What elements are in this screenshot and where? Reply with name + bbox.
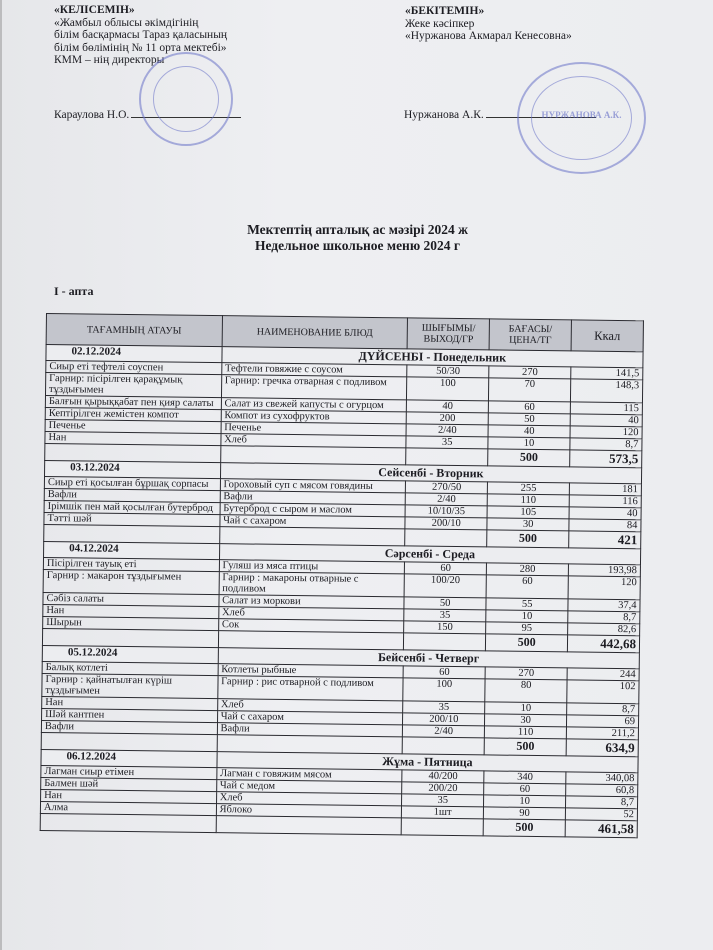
dish-name-kz: Нан: [45, 431, 221, 445]
menu-table: [40, 313, 644, 838]
dish-yield: 100: [403, 678, 485, 702]
dish-kcal: 40: [570, 414, 642, 427]
dish-name-kz: Балғын қырыққабат пен қияр салаты: [45, 395, 221, 409]
agreed-line: білім басқармасы Тараз қаласының: [54, 29, 228, 42]
dish-name-kz: Нан: [42, 696, 218, 710]
dish-kcal: 8,7: [570, 438, 642, 451]
dish-kcal: 102: [567, 680, 639, 704]
dish-price: 30: [487, 518, 569, 531]
title-kz: Мектептің апталық ас мәзірі 2024 ж: [247, 222, 468, 237]
dish-yield: 2/40: [405, 493, 487, 506]
dish-price: 105: [487, 506, 569, 519]
total-price: 500: [484, 738, 566, 756]
stamp-text: НУРЖАНОВА А.К.: [541, 110, 622, 120]
dish-yield: 50/30: [407, 365, 489, 378]
dish-kcal: 340,08: [566, 772, 638, 785]
dish-kcal: 82,6: [568, 623, 640, 636]
dish-price: 280: [487, 563, 569, 576]
total-kcal: 573,5: [570, 450, 642, 468]
dish-kcal: 120: [568, 576, 640, 600]
dish-price: 55: [486, 598, 568, 611]
dish-name-kz: Сәбіз салаты: [43, 592, 219, 606]
total-empty: [401, 818, 483, 836]
dish-kcal: 115: [570, 402, 642, 415]
dish-yield: 60: [405, 562, 487, 575]
dish-yield: 2/40: [403, 725, 485, 738]
dish-yield: 35: [403, 701, 485, 714]
total-empty: [216, 816, 402, 835]
dish-yield: 150: [404, 621, 486, 634]
dish-name-ru: Хлеб: [216, 792, 402, 806]
dish-name-kz: Гарнир: пісірілген қарақұмық тұздығымен: [45, 373, 221, 398]
dish-kcal: 120: [570, 426, 642, 439]
dish-name-ru: Чай с сахаром: [217, 711, 403, 725]
dish-kcal: 52: [565, 808, 637, 821]
dish-name-ru: Гороховый суп с мясом говядины: [220, 479, 406, 493]
col-price: БАҒАСЫ/ ЦЕНА/ТГ: [489, 319, 571, 351]
dish-name-ru: Гарнир: гречка отварная с подливом: [221, 375, 407, 400]
dish-kcal: 116: [569, 495, 641, 508]
dish-kcal: 40: [569, 507, 641, 520]
day-date: 06.12.2024: [41, 749, 217, 767]
col-name-kz: ТАҒАМНЫҢ АТАУЫ: [46, 314, 222, 347]
total-price: 500: [486, 634, 568, 652]
dish-yield: 40/200: [402, 770, 484, 783]
dish-name-kz: Алма: [40, 801, 216, 815]
dish-kcal: 148,3: [571, 379, 643, 403]
agreed-line: КММ – нің директоры: [54, 54, 165, 67]
dish-name-kz: Нан: [41, 789, 217, 803]
day-date: 03.12.2024: [45, 460, 221, 478]
dish-yield: 35: [404, 609, 486, 622]
approved-signer: Нуржанова А.К.: [404, 109, 484, 121]
dish-name-kz: Ірімшік пен май қосылған бутерброд: [44, 500, 220, 514]
dish-price: 50: [488, 413, 570, 426]
day-name: Жұма - Пятница: [217, 752, 639, 773]
day-date: 04.12.2024: [44, 541, 220, 559]
dish-yield: 2/40: [406, 424, 488, 437]
dish-yield: 100: [407, 377, 489, 401]
dish-name-ru: Бутерброд с сыром и маслом: [220, 503, 406, 517]
dish-name-kz: Пісірілген тауық еті: [43, 557, 219, 571]
dish-price: 80: [485, 679, 567, 703]
dish-name-ru: Хлеб: [218, 607, 404, 621]
dish-price: 340: [484, 771, 566, 784]
dish-price: 10: [485, 702, 567, 715]
total-empty: [402, 737, 484, 755]
dish-price: 270: [489, 366, 571, 379]
menu-body: [40, 345, 643, 838]
approved-line: Жеке кәсіпкер: [405, 17, 475, 30]
dish-price: 40: [488, 425, 570, 438]
total-kcal: 442,68: [567, 635, 639, 653]
dish-name-ru: Гарнир : рис отварной с подливом: [217, 676, 403, 701]
dish-name-kz: Шырын: [43, 616, 219, 630]
dish-yield: 35: [406, 436, 488, 449]
total-empty: [42, 628, 218, 647]
dish-name-kz: Сиыр еті қосылған бұршақ сорпасы: [44, 476, 220, 490]
total-empty: [40, 813, 216, 832]
dish-name-ru: Тефтели говяжие с соусом: [221, 363, 407, 377]
dish-name-kz: Нан: [43, 604, 219, 618]
dish-name-kz: Вафли: [44, 488, 220, 502]
dish-kcal: 8,7: [566, 796, 638, 809]
dish-kcal: 211,2: [566, 727, 638, 740]
dish-kcal: 8,7: [567, 703, 639, 716]
col-name-ru: НАИМЕНОВАНИЕ БЛЮД: [222, 316, 408, 349]
dish-name-kz: Печенье: [45, 419, 221, 433]
dish-price: 255: [488, 482, 570, 495]
dish-yield: 200/10: [405, 517, 487, 530]
dish-name-kz: Тәтті шәй: [44, 512, 220, 526]
dish-name-ru: Вафли: [220, 491, 406, 505]
dish-yield: 200/10: [403, 713, 485, 726]
dish-yield: 270/50: [406, 481, 488, 494]
school-seal-icon: [139, 52, 233, 146]
dish-name-ru: Хлеб: [221, 434, 407, 448]
col-yield: ШЫҒЫМЫ/ ВЫХОД/ГР: [407, 318, 489, 350]
dish-price: 10: [484, 795, 566, 808]
day-date: 05.12.2024: [42, 645, 218, 663]
dish-price: 60: [489, 401, 571, 414]
agreed-line: «Жамбыл облысы әкімдігінің: [54, 16, 199, 29]
dish-yield: 35: [402, 794, 484, 807]
dish-kcal: 84: [569, 519, 641, 532]
dish-price: 60: [486, 575, 568, 599]
dish-name-kz: Шәй кантпен: [42, 708, 218, 722]
dish-name-ru: Яблоко: [216, 804, 402, 818]
day-date: 02.12.2024: [46, 345, 222, 363]
dish-yield: 50: [404, 597, 486, 610]
day-name: ДҮЙСЕНБІ - Понедельник: [222, 347, 644, 368]
dish-name-ru: Гуляш из мяса птицы: [219, 560, 405, 574]
dish-name-ru: Лагман с говяжим мясом: [216, 768, 402, 782]
total-kcal: 634,9: [566, 739, 638, 757]
approved-line: «Нуржанова Акмарал Кенесовна»: [405, 30, 572, 43]
dish-name-kz: Вафли: [41, 720, 217, 734]
total-empty: [406, 448, 488, 466]
dish-kcal: 37,4: [568, 599, 640, 612]
dish-name-ru: Чай с медом: [216, 780, 402, 794]
dish-name-kz: Гарнир : қайнатылған күріш тұздығымен: [42, 673, 218, 698]
total-empty: [45, 443, 221, 462]
dish-kcal: 8,7: [568, 611, 640, 624]
dish-kcal: 69: [567, 715, 639, 728]
title-ru: Недельное школьное меню 2024 г: [254, 238, 461, 253]
dish-price: 10: [486, 610, 568, 623]
dish-kcal: 141,5: [571, 367, 643, 380]
total-price: 500: [483, 819, 565, 837]
dish-yield: 1шт: [402, 806, 484, 819]
day-name: Сейсенбі - Вторник: [220, 463, 642, 484]
dish-price: 110: [487, 494, 569, 507]
dish-name-ru: Салат из моркови: [219, 595, 405, 609]
dish-name-ru: Хлеб: [217, 699, 403, 713]
dish-name-ru: Сок: [218, 619, 404, 633]
dish-name-ru: Гарнир : макароны отварные с подливом: [219, 572, 405, 597]
col-kcal: Ккал: [571, 320, 643, 352]
dish-price: 60: [484, 783, 566, 796]
day-name: Сәрсенбі - Среда: [219, 544, 641, 565]
dish-name-kz: Балмен шәй: [41, 777, 217, 791]
dish-yield: 60: [403, 666, 485, 679]
agreed-line: білім бөлімінің № 11 орта мектебі»: [54, 41, 227, 54]
total-kcal: 421: [569, 531, 641, 549]
dish-yield: 40: [407, 400, 489, 413]
dish-name-ru: Котлеты рыбные: [218, 664, 404, 678]
dish-name-ru: Чай с сахаром: [220, 515, 406, 529]
dish-kcal: 60,8: [566, 784, 638, 797]
dish-name-ru: Салат из свежей капусты с огурцом: [221, 398, 407, 412]
dish-yield: 200: [406, 412, 488, 425]
dish-price: 110: [485, 726, 567, 739]
day-name: Бейсенбі - Четверг: [218, 648, 640, 669]
dish-yield: 10/10/35: [405, 505, 487, 518]
agreed-signer: Караулова Н.О.: [54, 109, 130, 121]
dish-price: 10: [488, 437, 570, 450]
agreed-heading: «КЕЛІСЕМІН»: [54, 4, 135, 16]
approved-heading: «БЕКІТЕМІН»: [405, 5, 485, 17]
dish-price: 30: [485, 714, 567, 727]
dish-name-kz: Сиыр еті тефтелі соуспен: [46, 361, 222, 375]
menu-document: [2, 0, 713, 950]
dish-kcal: 244: [567, 668, 639, 681]
dish-price: 95: [486, 622, 568, 635]
dish-yield: 100/20: [404, 574, 486, 598]
dish-name-ru: Вафли: [217, 723, 403, 737]
dish-price: 90: [484, 807, 566, 820]
dish-name-kz: Балық котлеті: [42, 661, 218, 675]
total-price: 500: [488, 449, 570, 467]
approval-approved-block: [405, 5, 665, 43]
total-empty: [404, 633, 486, 651]
week-label: I - апта: [54, 284, 94, 298]
total-price: 500: [487, 530, 569, 548]
total-empty: [405, 529, 487, 547]
entrepreneur-stamp-icon: [517, 62, 646, 174]
dish-yield: 200/20: [402, 782, 484, 795]
dish-name-ru: Компот из сухофруктов: [221, 410, 407, 424]
dish-price: 70: [489, 378, 571, 402]
total-kcal: 461,58: [565, 820, 637, 838]
dish-kcal: 181: [569, 483, 641, 496]
dish-price: 270: [485, 667, 567, 680]
dish-name-kz: Лагман сиыр етімен: [41, 765, 217, 779]
total-empty: [41, 732, 217, 751]
total-empty: [44, 524, 220, 543]
dish-name-ru: Печенье: [221, 422, 407, 436]
dish-name-kz: Гарнир : макарон тұздығымен: [43, 569, 219, 594]
dish-name-kz: Кептірілген жемістен компот: [45, 407, 221, 421]
dish-kcal: 193,98: [568, 564, 640, 577]
